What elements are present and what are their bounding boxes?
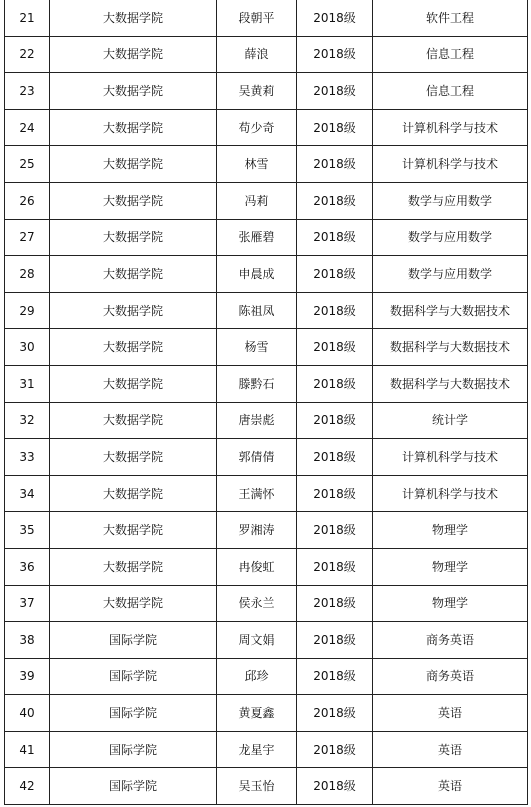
cell-name: 张雁碧 [217,219,297,256]
cell-grade: 2018级 [297,768,373,805]
cell-major: 数学与应用数学 [373,182,528,219]
cell-name: 黄夏鑫 [217,695,297,732]
cell-number: 36 [5,548,50,585]
cell-college: 国际学院 [50,658,217,695]
cell-major: 物理学 [373,548,528,585]
cell-name: 吴玉怡 [217,768,297,805]
cell-college: 大数据学院 [50,548,217,585]
cell-name: 薛浪 [217,36,297,73]
cell-name: 杨雪 [217,329,297,366]
cell-number: 41 [5,731,50,768]
cell-major: 数学与应用数学 [373,219,528,256]
cell-name: 段朝平 [217,0,297,36]
cell-number: 42 [5,768,50,805]
cell-major: 数学与应用数学 [373,256,528,293]
table-row [5,548,528,585]
cell-college: 大数据学院 [50,0,217,36]
cell-major: 物理学 [373,585,528,622]
cell-major: 数据科学与大数据技术 [373,292,528,329]
cell-name: 林雪 [217,146,297,183]
cell-major: 计算机科学与技术 [373,109,528,146]
cell-name: 唐崇彪 [217,402,297,439]
cell-grade: 2018级 [297,585,373,622]
cell-grade: 2018级 [297,73,373,110]
cell-grade: 2018级 [297,0,373,36]
table-row [5,146,528,183]
cell-major: 统计学 [373,402,528,439]
cell-number: 29 [5,292,50,329]
table-row [5,365,528,402]
cell-name: 邱珍 [217,658,297,695]
cell-name: 罗湘涛 [217,512,297,549]
table-row [5,109,528,146]
cell-name: 侯永兰 [217,585,297,622]
cell-college: 大数据学院 [50,585,217,622]
cell-name: 冉俊虹 [217,548,297,585]
cell-major: 英语 [373,731,528,768]
student-list-table [4,0,528,805]
cell-number: 24 [5,109,50,146]
cell-major: 英语 [373,695,528,732]
table-row [5,695,528,732]
table-row [5,512,528,549]
table-row [5,219,528,256]
cell-name: 申晨成 [217,256,297,293]
cell-number: 31 [5,365,50,402]
cell-number: 35 [5,512,50,549]
cell-number: 40 [5,695,50,732]
table-row [5,73,528,110]
cell-grade: 2018级 [297,402,373,439]
cell-grade: 2018级 [297,256,373,293]
table-row [5,36,528,73]
cell-name: 郭倩倩 [217,439,297,476]
cell-number: 26 [5,182,50,219]
table-row [5,329,528,366]
cell-major: 软件工程 [373,0,528,36]
cell-major: 计算机科学与技术 [373,439,528,476]
table-row [5,439,528,476]
table-row [5,475,528,512]
cell-major: 计算机科学与技术 [373,475,528,512]
cell-grade: 2018级 [297,182,373,219]
cell-college: 大数据学院 [50,512,217,549]
table-row [5,292,528,329]
cell-college: 国际学院 [50,695,217,732]
cell-name: 王满怀 [217,475,297,512]
cell-number: 34 [5,475,50,512]
table-row [5,182,528,219]
cell-grade: 2018级 [297,109,373,146]
cell-college: 大数据学院 [50,146,217,183]
cell-college: 国际学院 [50,622,217,659]
cell-college: 大数据学院 [50,73,217,110]
cell-grade: 2018级 [297,622,373,659]
table-row [5,0,528,36]
cell-grade: 2018级 [297,695,373,732]
cell-number: 39 [5,658,50,695]
cell-grade: 2018级 [297,439,373,476]
cell-number: 21 [5,0,50,36]
cell-grade: 2018级 [297,329,373,366]
cell-number: 27 [5,219,50,256]
cell-number: 28 [5,256,50,293]
cell-college: 大数据学院 [50,292,217,329]
cell-name: 吴黄莉 [217,73,297,110]
cell-college: 大数据学院 [50,36,217,73]
cell-college: 大数据学院 [50,475,217,512]
cell-grade: 2018级 [297,658,373,695]
cell-name: 陈祖凤 [217,292,297,329]
cell-name: 龙星宇 [217,731,297,768]
cell-number: 37 [5,585,50,622]
table-row [5,402,528,439]
table-row [5,585,528,622]
cell-major: 商务英语 [373,658,528,695]
cell-college: 国际学院 [50,731,217,768]
table-row [5,731,528,768]
cell-college: 大数据学院 [50,256,217,293]
cell-grade: 2018级 [297,292,373,329]
cell-grade: 2018级 [297,36,373,73]
cell-college: 大数据学院 [50,365,217,402]
cell-grade: 2018级 [297,512,373,549]
cell-grade: 2018级 [297,731,373,768]
cell-major: 信息工程 [373,36,528,73]
cell-college: 大数据学院 [50,329,217,366]
cell-name: 滕黔石 [217,365,297,402]
cell-college: 大数据学院 [50,109,217,146]
cell-college: 大数据学院 [50,219,217,256]
cell-major: 数据科学与大数据技术 [373,329,528,366]
cell-college: 大数据学院 [50,402,217,439]
cell-grade: 2018级 [297,365,373,402]
cell-number: 33 [5,439,50,476]
cell-number: 23 [5,73,50,110]
cell-major: 计算机科学与技术 [373,146,528,183]
cell-number: 32 [5,402,50,439]
cell-college: 国际学院 [50,768,217,805]
cell-name: 苟少奇 [217,109,297,146]
cell-number: 30 [5,329,50,366]
cell-name: 冯莉 [217,182,297,219]
cell-college: 大数据学院 [50,182,217,219]
cell-grade: 2018级 [297,146,373,183]
cell-major: 数据科学与大数据技术 [373,365,528,402]
table-row [5,622,528,659]
cell-major: 物理学 [373,512,528,549]
cell-major: 英语 [373,768,528,805]
cell-number: 22 [5,36,50,73]
cell-number: 38 [5,622,50,659]
table-row [5,768,528,805]
cell-college: 大数据学院 [50,439,217,476]
cell-number: 25 [5,146,50,183]
cell-grade: 2018级 [297,548,373,585]
cell-grade: 2018级 [297,475,373,512]
cell-name: 周文娟 [217,622,297,659]
cell-grade: 2018级 [297,219,373,256]
cell-major: 信息工程 [373,73,528,110]
table-row [5,256,528,293]
table-body [5,0,528,805]
table-row [5,658,528,695]
cell-major: 商务英语 [373,622,528,659]
